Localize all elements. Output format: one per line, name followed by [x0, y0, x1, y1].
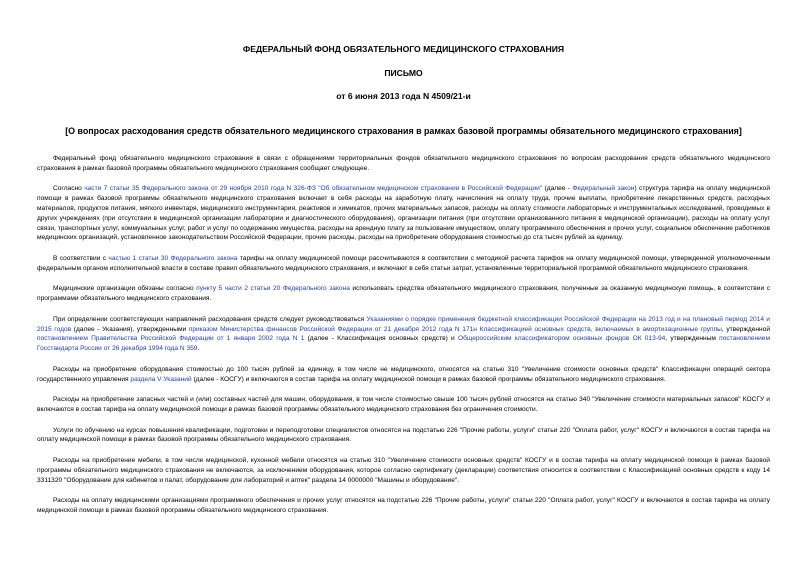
document-link[interactable]: Классификацией основных средств, включаемых в амортизационные группы — [479, 325, 722, 333]
document-link[interactable]: приказом Министерства финансов Российской Федерации от 21 декабря 2012 года N 171н — [188, 325, 477, 333]
paragraph-text: Расходы на приобретение оборудования стоимостью до 100 тысяч рублей за единицу, в том числе не медицинского, относятся на статью 310 "Увеличение стоимости основных средств" Классификации операций сектора государственного управления — [37, 365, 770, 383]
document-type: ПИСЬМО — [384, 68, 423, 78]
paragraph — [37, 154, 770, 174]
document-date-number: от 6 июня 2013 года N 4509/21-и — [336, 91, 471, 101]
document-link[interactable]: пункту 5 части 2 статьи 20 Федерального закона — [196, 285, 350, 293]
paragraph-text: тарифы на оплату медицинской помощи рассчитываются в соответствии с методикой расчета тарифов на оплату медицинской помощи, утвержденной уполномоченным федеральным органом исполнительной власти в составе правил обязательного медицинского страхования, и включают в себя статьи затрат, установленные территориальной программой обязательного медицинского страхования. — [37, 254, 770, 272]
paragraph-text: В соответствии с — [53, 254, 109, 262]
paragraph-text: , утвержденным — [665, 335, 720, 343]
paragraph-text: Расходы на приобретение запасных частей и (или) составных частей для машин, оборудования, в том числе стоимостью свыше 100 тысяч рублей относятся на статью 340 "Увеличение стоимости материальных запасов" КОСГУ и включаются в состав тарифа на оплату медицинской помощи в рамках базовой программы обязательного медицинского страхования без ограничения стоимости. — [37, 396, 770, 413]
paragraph-text: Федеральный фонд обязательного медицинского страхования в связи с обращениями территориальных фондов обязательного медицинского страхования по вопросам расходования средств обязательного медицинского страхования в рамках базовой программы обязательного медицинского страхования сообщает следующее. — [37, 155, 770, 172]
document-link[interactable]: частью 1 статьи 30 Федерального закона — [108, 254, 238, 262]
paragraph-text: Расходы на оплату медицинскими организациями программного обеспечения и прочих услуг относятся на подстатью 226 "Прочие работы, услуги" статьи 220 "Оплата работ, услуг" КОСГУ и включаются в состав тарифа на оплату медицинской помощи в рамках базовой программы обязательного медицинского страхования. — [37, 497, 770, 514]
paragraph-text: Расходы на приобретение мебели, в том числе медицинской, кухонной мебели относятся на статью 310 "Увеличение стоимости основных средств" КОСГУ и в состав тарифа на оплату медицинской помощи в рамках базовой программы обязательного медицинского страхования не включаются, за исключением оборудования, которое согласно сертификату (декларации) соответствия относится в соответствии с Классификацией основных средств к коду 14 3311320 "Оборудование для кабинетов и палат, оборудование для лабораторий и аптек" раздела 14 0000000 "Машины и оборудование". — [37, 456, 770, 484]
paragraph-text: (далее - Классификация основных средств) и — [304, 335, 458, 343]
paragraph-text: . — [197, 345, 200, 353]
organization-title: ФЕДЕРАЛЬНЫЙ ФОНД ОБЯЗАТЕЛЬНОГО МЕДИЦИНСКОГО СТРАХОВАНИЯ — [242, 44, 565, 54]
document-subject: [О вопросах расходования средств обязательного медицинского страхования в рамках базовой программы обязательного медицинского страхования] — [65, 126, 742, 136]
paragraph — [37, 456, 770, 485]
paragraph — [37, 365, 770, 385]
paragraph — [37, 315, 770, 354]
paragraph-text: (далее - Указания), утвержденными — [71, 325, 189, 333]
paragraph-text: Услуги по обучению на курсах повышения квалификации, подготовки и переподготовки специалистов относятся на подстатью 226 "Прочие работы, услуги" статьи 220 "Оплата работ, услуг" КОСГУ и включаются в состав тарифа на оплату медицинской помощи в рамках базовой программы обязательного медицинского страхования. — [37, 426, 770, 444]
paragraph-text: (далее - КОСГУ) и включаются в состав тарифа на оплату медицинской помощи в рамках базовой программы обязательного медицинского страхования. — [191, 375, 666, 383]
paragraph-text: (далее - — [542, 185, 573, 193]
document-link[interactable]: части 7 статьи 35 Федерального закона от 29 ноября 2010 года N 326-ФЗ "Об обязательном медицинском страховании в Российской Федерации" — [84, 185, 543, 193]
paragraph-text: Медицинские организации обязаны согласно — [53, 285, 197, 293]
paragraph-text: ) структура тарифа на оплату медицинской помощи в рамках базовой программы обязательного медицинского страхования включает в себя расходы на заработную плату, начисления на оплату труда, прочие выплаты, приобретение лекарственных средств, расходных материалов, продуктов питания, мягкого инвентаря, медицинского инструментария, реактивов и химикатов, прочих материальных запасов, расходы на оплату стоимости лабораторных и инструментальных исследований, проводимых в других учреждениях (при отсутствии в медицинской организации лаборатории и диагностического оборудования), организации питания (при отсутствии организованного питания в медицинской организации), расходы на оплату услуг связи, транспортных услуг, коммунальных услуг, работ и услуг по содержанию имущества, расходы на арендную плату за пользование имуществом, оплату программного обеспечения и прочих услуг, социальное обеспечение работников медицинских организаций, установленное законодательством Российской Федерации, прочие расходы, расходы на приобретение оборудования стоимостью до ста тысяч рублей за единицу. — [37, 185, 770, 242]
paragraph — [37, 395, 770, 415]
paragraph-text: использовать средства обязательного медицинского страхования, полученные за оказанную медицинскую помощь, в соответствии с программами обязательного медицинского страхования. — [37, 285, 771, 303]
document-link[interactable]: постановлением Госстандарта России от 26 декабря 1994 года N 359 — [37, 335, 770, 353]
document-body — [37, 154, 770, 516]
document-link[interactable]: раздела V Указаний — [130, 375, 192, 383]
paragraph — [37, 496, 770, 516]
paragraph-text: Согласно — [53, 185, 85, 193]
document-link[interactable]: Общероссийским классификатором основных фондов ОК 013-94 — [457, 335, 666, 343]
paragraph — [37, 184, 770, 243]
paragraph-text: При определении соответствующих направлений расходования средств следует руководствоваться — [53, 315, 367, 323]
document-link[interactable]: постановлением Правительства Российской Федерации от 1 января 2002 года N 1 — [37, 335, 305, 343]
document-link[interactable]: Указаниями о порядке применения бюджетной классификации Российской Федерации на 2013 год и на плановый период 2014 и 2015 годов — [37, 315, 770, 333]
paragraph — [37, 254, 770, 274]
paragraph-text: , утвержденной — [721, 325, 771, 333]
paragraph — [37, 426, 770, 446]
paragraph — [37, 284, 770, 304]
document-link[interactable]: Федеральный закон — [572, 185, 635, 193]
